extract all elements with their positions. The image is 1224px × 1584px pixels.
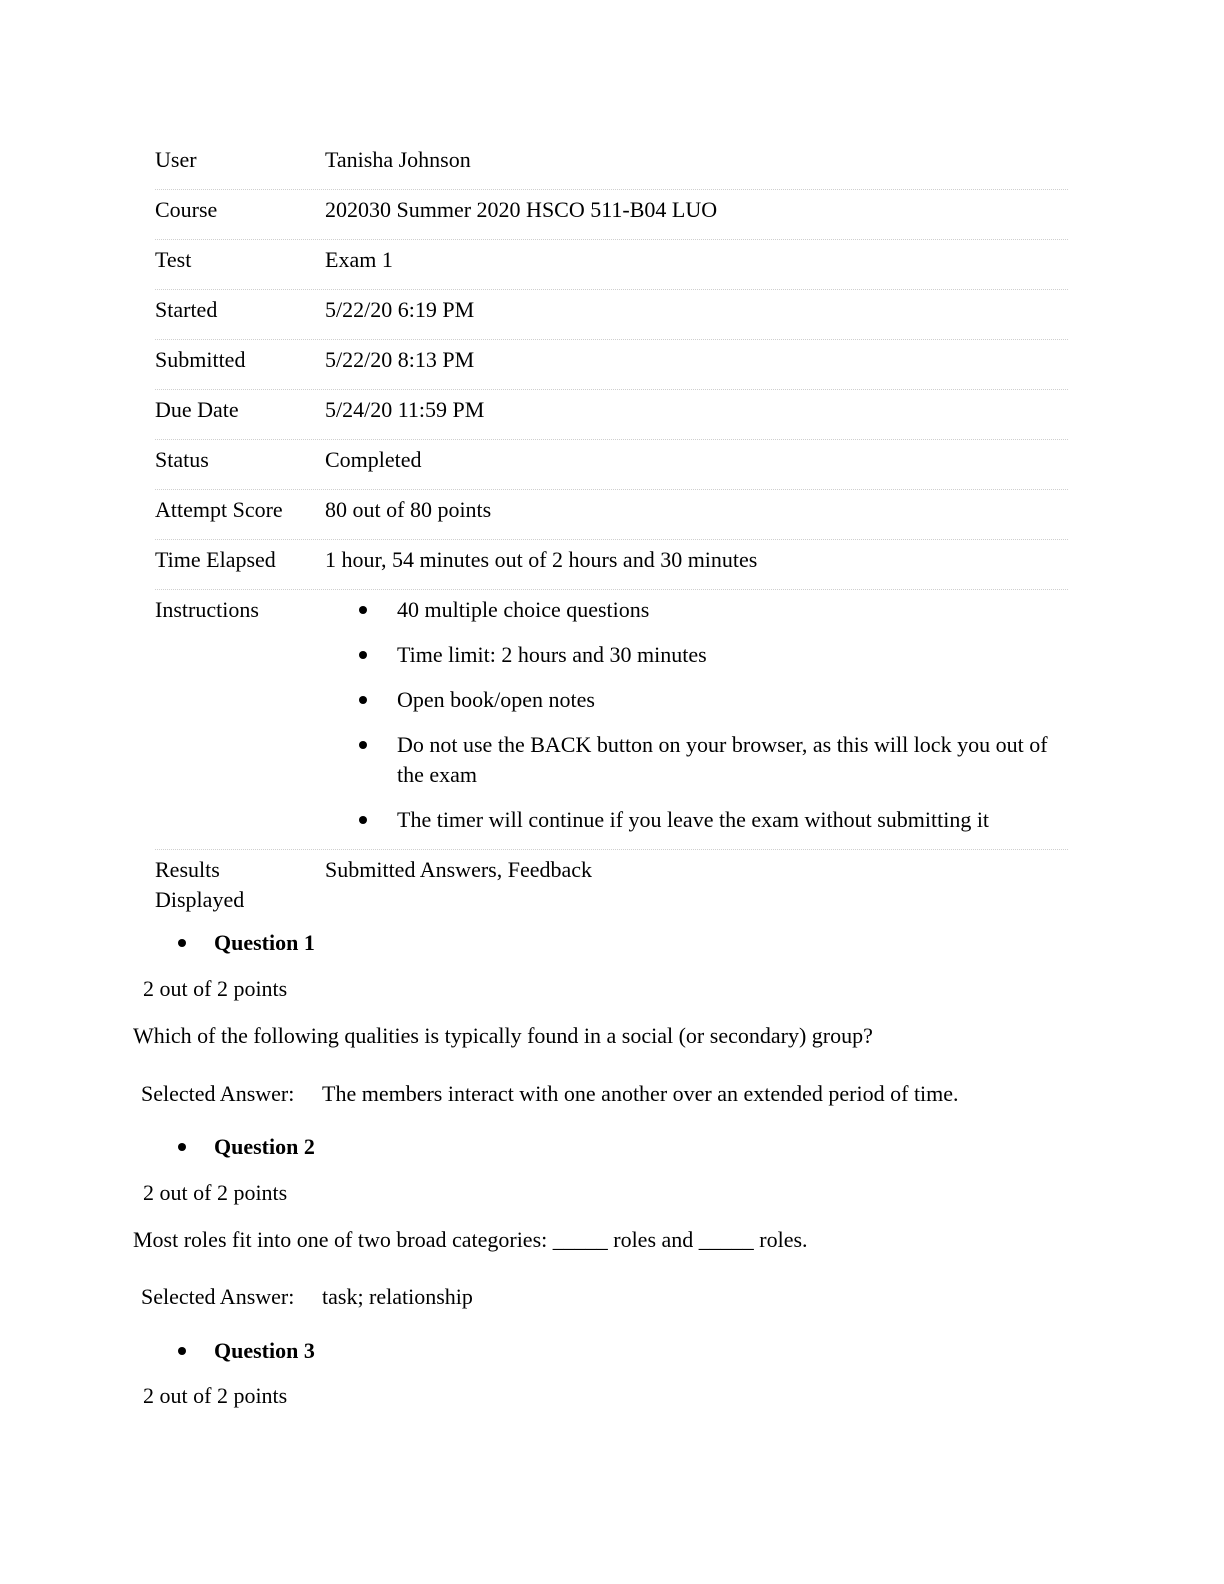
test-value: Exam 1 <box>325 247 393 272</box>
status-label: Status <box>155 447 209 472</box>
attempt-score-label: Attempt Score <box>155 497 283 522</box>
started-value: 5/22/20 6:19 PM <box>325 297 475 322</box>
info-row-user <box>155 140 1068 190</box>
time-elapsed-label: Time Elapsed <box>155 547 276 572</box>
course-label: Course <box>155 197 218 222</box>
bullet-icon <box>359 816 367 824</box>
info-row-started <box>155 290 1068 340</box>
instructions-value <box>325 590 1068 835</box>
bullet-icon <box>359 651 367 659</box>
bullet-icon <box>178 1347 186 1355</box>
started-label: Started <box>155 297 218 322</box>
bullet-icon <box>178 1143 186 1151</box>
instruction-item <box>325 730 1068 790</box>
submitted-value: 5/22/20 8:13 PM <box>325 347 475 372</box>
bullet-icon <box>359 606 367 614</box>
attempt-score-value: 80 out of 80 points <box>325 497 492 522</box>
question-1-points: 2 out of 2 points <box>143 976 288 1001</box>
info-row-due-date <box>155 390 1068 440</box>
due-date-value: 5/24/20 11:59 PM <box>325 397 485 422</box>
attempt-info-table <box>155 140 1068 920</box>
info-row-status <box>155 440 1068 490</box>
instruction-text: 40 multiple choice questions <box>397 597 650 622</box>
info-row-time-elapsed <box>155 540 1068 590</box>
info-row-attempt-score <box>155 490 1068 540</box>
question-3-points: 2 out of 2 points <box>143 1383 288 1408</box>
question-3-title: Question 3 <box>214 1338 315 1363</box>
info-row-submitted <box>155 340 1068 390</box>
due-date-label: Due Date <box>155 397 239 422</box>
question-1-selected-label: Selected Answer: <box>141 1081 295 1106</box>
question-1-selected-answer: The members interact with one another over an extended period of time. <box>322 1081 959 1106</box>
question-1-title: Question 1 <box>214 930 315 955</box>
info-row-test <box>155 240 1068 290</box>
info-row-course <box>155 190 1068 240</box>
instruction-text: Open book/open notes <box>397 687 595 712</box>
info-row-instructions <box>155 590 1068 850</box>
instruction-item <box>325 640 1068 670</box>
bullet-icon <box>359 696 367 704</box>
status-value: Completed <box>325 447 422 472</box>
user-value: Tanisha Johnson <box>325 147 471 172</box>
course-value: 202030 Summer 2020 HSCO 511-B04 LUO <box>325 197 718 222</box>
user-label: User <box>155 147 197 172</box>
instruction-text: The timer will continue if you leave the exam without submitting it <box>397 807 990 832</box>
instructions-label: Instructions <box>155 597 259 622</box>
submitted-label: Submitted <box>155 347 246 372</box>
info-row-results-displayed <box>155 850 1068 920</box>
question-2-title: Question 2 <box>214 1134 315 1159</box>
instructions-list <box>325 595 1068 835</box>
results-displayed-value: Submitted Answers, Feedback <box>325 857 593 882</box>
instruction-item <box>325 595 1068 625</box>
instruction-item <box>325 805 1068 835</box>
instruction-text: Do not use the BACK button on your browser, as this will lock you out of the exam <box>397 732 1048 787</box>
time-elapsed-value: 1 hour, 54 minutes out of 2 hours and 30 minutes <box>325 547 758 572</box>
results-displayed-label: Results Displayed <box>155 857 245 912</box>
test-label: Test <box>155 247 192 272</box>
question-2-selected-label: Selected Answer: <box>141 1284 295 1309</box>
question-2-text: Most roles fit into one of two broad categories: _____ roles and _____ roles. <box>133 1227 808 1252</box>
question-1-text: Which of the following qualities is typically found in a social (or secondary) group? <box>133 1023 873 1048</box>
bullet-icon <box>359 741 367 749</box>
question-2-selected-answer: task; relationship <box>322 1284 473 1309</box>
instruction-text: Time limit: 2 hours and 30 minutes <box>397 642 707 667</box>
instruction-item <box>325 685 1068 715</box>
question-2-points: 2 out of 2 points <box>143 1180 288 1205</box>
bullet-icon <box>178 939 186 947</box>
